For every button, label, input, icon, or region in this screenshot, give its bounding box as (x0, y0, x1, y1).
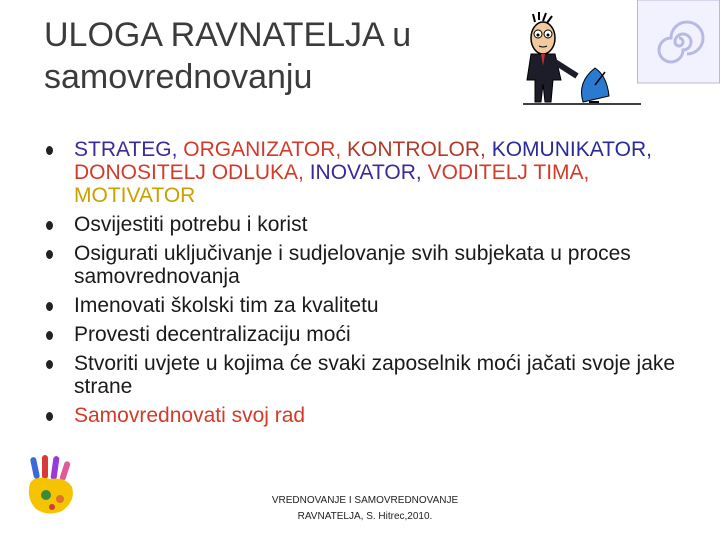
bullet-text: Osigurati uključivanje i sudjelovanje svih subjekata u proces samovrednovanja (74, 242, 631, 288)
bullet-icon (46, 221, 53, 230)
slide-title: ULOGA RAVNATELJA u samovrednovanju (44, 16, 412, 96)
list-item (44, 242, 684, 288)
role-komunikator: KOMUNIKATOR, (491, 138, 652, 161)
list-item (44, 138, 684, 207)
bullet-icon (46, 146, 53, 155)
bullet-icon (46, 412, 53, 421)
role-strateg: STRATEG, (74, 138, 184, 161)
bullet-list (44, 138, 684, 433)
colorful-hand-illustration (26, 455, 86, 517)
footer-line: VREDNOVANJE I SAMOVREDNOVANJE (271, 495, 459, 506)
role-donositelj-odluka: DONOSITELJ ODLUKA, (74, 161, 310, 184)
bullet-icon (46, 360, 53, 369)
bullet-text: Osvijestiti potrebu i korist (74, 213, 308, 236)
footer (240, 493, 490, 525)
bullet-text: Imenovati školski tim za kvalitetu (74, 294, 379, 317)
role-voditelj-tima: VODITELJ TIMA, (427, 161, 590, 184)
footer-line: RAVNATELJA, S. Hitrec,2010. (297, 511, 433, 522)
bullet-icon (46, 250, 53, 259)
bullet-icon (46, 331, 53, 340)
list-item (44, 323, 684, 346)
roles-text (74, 138, 652, 207)
role-organizator: ORGANIZATOR, (183, 138, 348, 161)
role-inovator: INOVATOR, (309, 161, 428, 184)
role-kontrolor: KONTROLOR, (347, 138, 492, 161)
bullet-icon (46, 302, 53, 311)
bullet-text: Provesti decentralizaciju moći (74, 323, 351, 346)
man-with-satellite-dish-illustration (515, 10, 645, 110)
list-item (44, 352, 684, 398)
list-item (44, 294, 684, 317)
bullet-text-highlighted: Samovrednovati svoj rad (74, 404, 306, 427)
bullet-text: Stvoriti uvjete u kojima će svaki zaposelnik moći jačati svoje jake strane (74, 352, 676, 398)
list-item (44, 404, 684, 427)
list-item (44, 213, 684, 236)
role-motivator: MOTIVATOR (74, 184, 196, 207)
spiral-logo-box (637, 0, 720, 84)
